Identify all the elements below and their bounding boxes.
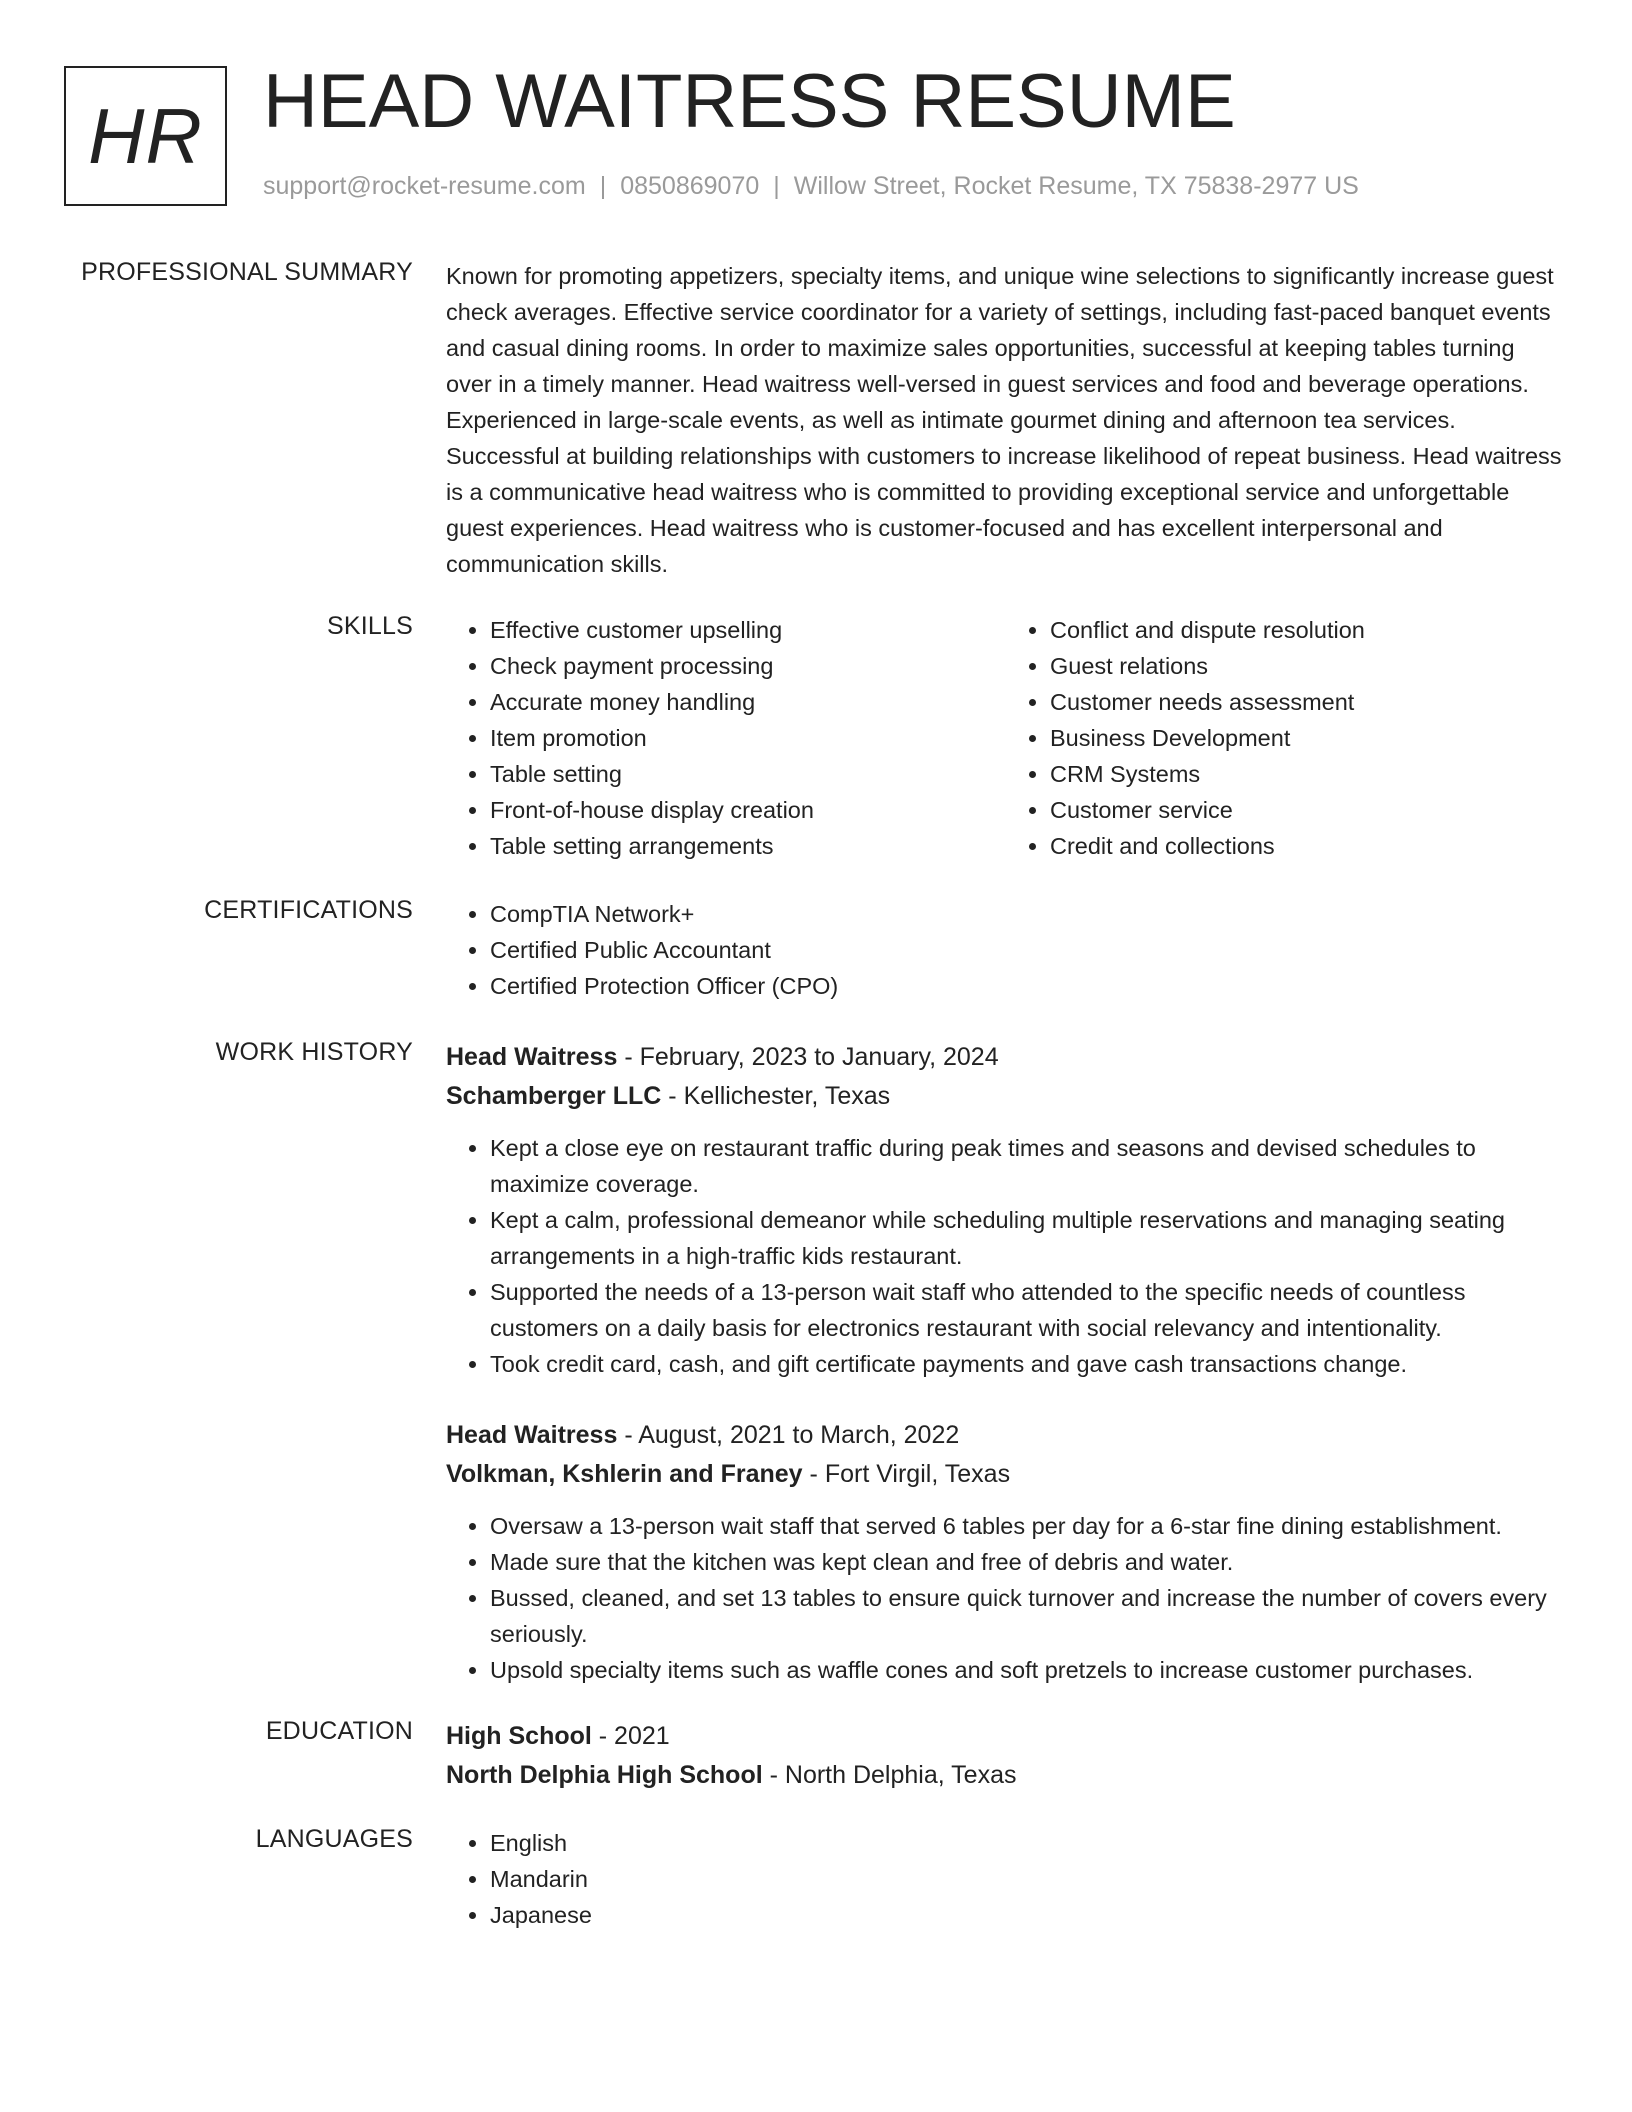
job-bullet: • Took credit card, cash, and gift certificate payments and gave cash transactions change.	[490, 1346, 1566, 1382]
skills-list-right	[1006, 612, 1566, 864]
section-title: PROFESSIONAL SUMMARY	[81, 258, 413, 286]
skills-columns	[446, 612, 1566, 864]
job-bullets	[446, 1508, 1566, 1688]
job-bullet: • Oversaw a 13-person wait staff that served 6 tables per day for a 6-star fine dining establishment.	[490, 1508, 1566, 1544]
education-body	[446, 1717, 1566, 1795]
job-location: Kellichester, Texas	[683, 1082, 891, 1110]
skill-item: • Item promotion	[490, 720, 1006, 756]
skill-item: • Accurate money handling	[490, 684, 1006, 720]
certification-item: • Certified Protection Officer (CPO)	[490, 968, 1566, 1004]
contact-separator: |	[773, 172, 780, 200]
job-entry	[446, 1038, 1566, 1382]
education-year: 2021	[614, 1722, 670, 1750]
skill-item: • Check payment processing	[490, 648, 1006, 684]
job-title-line: Head Waitress - August, 2021 to March, 2022	[446, 1421, 960, 1449]
education-degree-line: High School - 2021	[446, 1722, 670, 1750]
job-company-line: Schamberger LLC - Kellichester, Texas	[446, 1082, 891, 1110]
job-bullet: • Upsold specialty items such as waffle cones and soft pretzels to increase customer purchases.	[490, 1652, 1566, 1688]
contact-address: Willow Street, Rocket Resume, TX 75838-2977 US	[793, 172, 1359, 200]
skill-item: • Credit and collections	[1050, 828, 1566, 864]
section-title: SKILLS	[327, 612, 413, 640]
summary-body	[446, 258, 1566, 582]
languages-list	[446, 1825, 1566, 1933]
resume-header	[64, 59, 1568, 216]
certifications-list	[446, 896, 1566, 1004]
skill-item: • Table setting	[490, 756, 1006, 792]
education-school: North Delphia High School	[446, 1761, 763, 1789]
contact-phone[interactable]: 0850869070	[620, 172, 760, 200]
job-bullet: • Kept a calm, professional demeanor while scheduling multiple reservations and managing seating arrangements in a high-traffic kids restaurant.	[490, 1202, 1566, 1274]
summary-text: Known for promoting appetizers, specialty items, and unique wine selections to significantly increase guest check averages. Effective service coordinator for a variety of settings, including fast-paced banquet events and casual dining rooms. In order to maximize sales opportunities, successful at keeping tables turning over in a timely manner. Head waitress well-versed in guest services and food and beverage operations. Experienced in large-scale events, as well as intimate gourmet dining and afternoon tea services. Successful at building relationships with customers to increase likelihood of repeat business. Head waitress is a communicative head waitress who is committed to providing exceptional service and unforgettable guest experiences. Head waitress who is customer-focused and has excellent interpersonal and communication skills.	[446, 263, 1562, 577]
job-dates: August, 2021 to March, 2022	[638, 1421, 960, 1449]
education-location: North Delphia, Texas	[784, 1761, 1017, 1789]
skills-list-left	[446, 612, 1006, 864]
job-bullet: • Kept a close eye on restaurant traffic during peak times and seasons and devised schedules to maximize coverage.	[490, 1130, 1566, 1202]
job-title-line: Head Waitress - February, 2023 to January, 2024	[446, 1043, 999, 1071]
skill-item: • Business Development	[1050, 720, 1566, 756]
job-company-line: Volkman, Kshlerin and Franey - Fort Virgil, Texas	[446, 1460, 1011, 1488]
contact-line	[263, 172, 1359, 201]
job-dates: February, 2023 to January, 2024	[639, 1043, 999, 1071]
job-company: Volkman, Kshlerin and Franey	[446, 1460, 803, 1488]
monogram-box: HR	[64, 66, 227, 206]
education-school-line: North Delphia High School - North Delphia, Texas	[446, 1761, 1017, 1789]
skill-item: • Table setting arrangements	[490, 828, 1006, 864]
section-title: LANGUAGES	[255, 1825, 413, 1853]
job-role: Head Waitress	[446, 1043, 618, 1071]
contact-email[interactable]: support@rocket-resume.com	[263, 172, 586, 200]
education-degree: High School	[446, 1722, 592, 1750]
language-item: • Mandarin	[490, 1861, 1566, 1897]
job-bullet: • Supported the needs of a 13-person wait staff who attended to the specific needs of countless customers on a daily basis for electronics restaurant with social relevancy and intentionality.	[490, 1274, 1566, 1346]
certification-item: • Certified Public Accountant	[490, 932, 1566, 968]
skill-item: • Guest relations	[1050, 648, 1566, 684]
job-bullet: • Made sure that the kitchen was kept clean and free of debris and water.	[490, 1544, 1566, 1580]
skill-item: • Customer needs assessment	[1050, 684, 1566, 720]
languages-body	[446, 1825, 1566, 1933]
contact-separator: |	[599, 172, 607, 200]
certifications-body	[446, 896, 1566, 1004]
section-title: WORK HISTORY	[215, 1038, 413, 1066]
skill-item: • Customer service	[1050, 792, 1566, 828]
certification-item: • CompTIA Network+	[490, 896, 1566, 932]
language-item: • Japanese	[490, 1897, 1566, 1933]
language-item: • English	[490, 1825, 1566, 1861]
skill-item: • Effective customer upselling	[490, 612, 1006, 648]
job-bullet: • Bussed, cleaned, and set 13 tables to ensure quick turnover and increase the number of covers every seriously.	[490, 1580, 1566, 1652]
section-title: EDUCATION	[265, 1717, 413, 1745]
skill-item: • CRM Systems	[1050, 756, 1566, 792]
job-role: Head Waitress	[446, 1421, 618, 1449]
section-title: CERTIFICATIONS	[204, 896, 413, 924]
job-location: Fort Virgil, Texas	[824, 1460, 1011, 1488]
job-company: Schamberger LLC	[446, 1082, 662, 1110]
job-bullets	[446, 1130, 1566, 1382]
skill-item: • Front-of-house display creation	[490, 792, 1006, 828]
work-history-body	[446, 1038, 1566, 1688]
skill-item: • Conflict and dispute resolution	[1050, 612, 1566, 648]
page-title: HEAD WAITRESS RESUME	[263, 59, 1236, 144]
job-entry	[446, 1416, 1566, 1688]
